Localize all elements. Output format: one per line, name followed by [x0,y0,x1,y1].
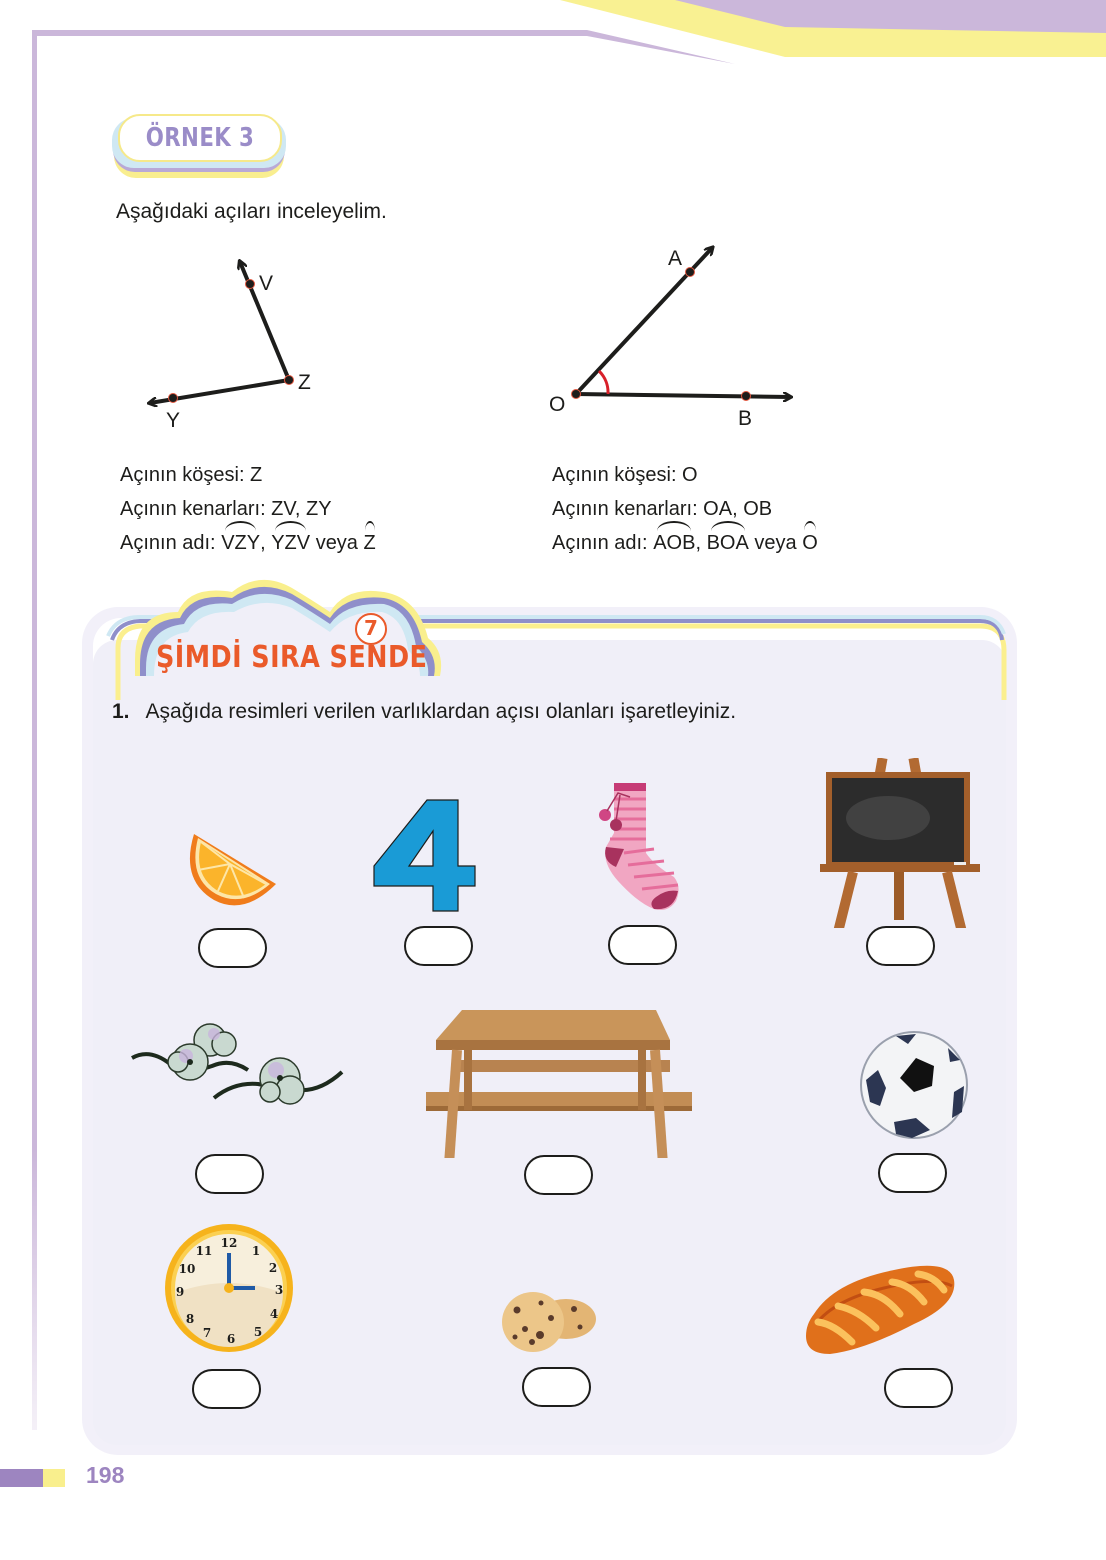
svg-text:A: A [668,247,683,270]
svg-text:1: 1 [251,1244,261,1258]
angle-vzy-names: Açının adı: VZY, YZV veya Z [120,526,376,560]
angle-aob-vertex: Açının köşesi: O [552,464,698,486]
answer-checkbox-number-four[interactable] [404,926,473,966]
svg-text:5: 5 [253,1325,263,1339]
svg-text:9: 9 [175,1285,185,1299]
angle-aob-sides: Açının kenarları: OA, OB [552,498,773,520]
flower-branch-icon [130,1018,346,1118]
answer-checkbox-picnic-table[interactable] [524,1155,593,1195]
answer-checkbox-bread[interactable] [884,1368,953,1408]
angle-aob-names: Açının adı: AOB, BOA veya O [552,526,818,560]
answer-checkbox-flower-branch[interactable] [195,1154,264,1194]
angle-short-name: O [802,526,818,560]
question-number: 1. [112,700,130,723]
angle-vzy-sides: Açının kenarları: ZV, ZY [120,498,332,520]
svg-text:4: 4 [269,1307,279,1321]
angle-name-2: YZV [271,526,310,560]
angle-name-1: VZY [221,526,260,560]
exercise-number-badge: 7 [355,613,387,645]
answer-checkbox-sock[interactable] [608,925,677,965]
example-badge-label: ÖRNEK 3 [145,123,255,153]
page-number: 198 [86,1462,125,1488]
answer-checkbox-orange-slice[interactable] [198,928,267,968]
svg-text:6: 6 [226,1332,236,1346]
svg-text:V: V [259,272,274,295]
page-bar-yellow [43,1469,65,1487]
angle-short-name: Z [364,526,376,560]
angle-name-2: BOA [707,526,749,560]
example-intro-text: Aşağıdaki açıları inceleyelim. [116,200,387,223]
clock-icon [163,1223,295,1353]
exercise-title: ŞİMDİ SIRA SENDE [156,640,428,675]
svg-text:Z: Z [298,371,311,394]
orange-slice-icon [186,830,278,910]
answer-checkbox-soccer-ball[interactable] [878,1153,947,1193]
svg-text:2: 2 [268,1261,278,1275]
question-text: 1. Aşağıda resimleri verilen varlıklardan açısı olanları işaretleyiniz. [112,700,737,723]
answer-checkbox-chalkboard[interactable] [866,926,935,966]
page-bar-purple [0,1469,43,1487]
svg-text:O: O [549,393,566,416]
angle-vzy-vertex: Açının köşesi: Z [120,464,263,486]
svg-text:3: 3 [274,1283,284,1297]
angle-name-1: AOB [653,526,695,560]
svg-text:10: 10 [178,1262,196,1276]
answer-checkbox-cookies[interactable] [522,1367,591,1407]
svg-text:8: 8 [185,1312,195,1326]
bread-icon [804,1262,956,1358]
picnic-table-icon [424,1008,694,1158]
svg-text:11: 11 [195,1244,213,1258]
svg-text:7: 7 [202,1326,212,1340]
cloud-header-decoration [0,0,1106,720]
cookies-icon [500,1291,598,1353]
answer-checkbox-clock[interactable] [192,1369,261,1409]
chalkboard-easel-icon [818,758,982,928]
soccer-ball-icon [858,1030,970,1140]
number-four-icon [373,798,477,913]
sock-icon [594,783,680,913]
svg-text:12: 12 [220,1236,238,1250]
svg-text:B: B [738,407,753,430]
svg-text:Y: Y [166,409,181,432]
